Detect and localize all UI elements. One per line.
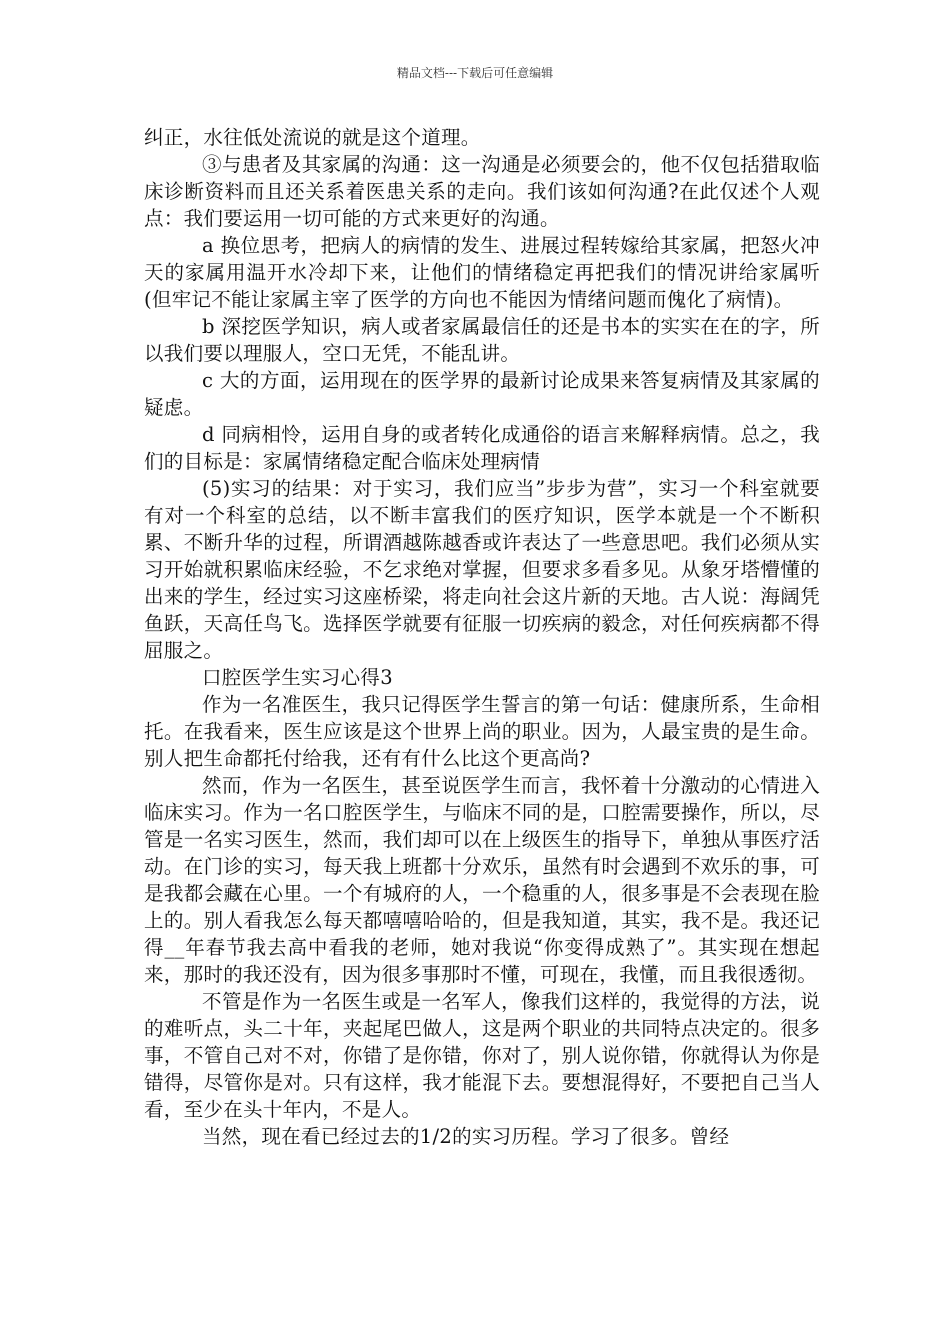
paragraph: c 大的方面，运用现在的医学界的最新讨论成果来答复病情及其家属的疑虑。 <box>144 369 820 419</box>
paragraph: (5)实习的结果：对于实习，我们应当”步步为营”，实习一个科室就要有对一个科室的总结，以不断丰富我们的医疗知识，医学本就是一个不断积累、不断升华的过程，所谓酒越陈越香或许表达了一些意思吧。我们必须从实习开始就积累临床经验，不乞求绝对掌握，但要求多看多见。从象牙塔懵懂的出来的学生，经过实习这座桥梁，将走向社会这片新的天地。古人说：海阔凭鱼跃，天高任鸟飞。选择医学就要有征服一切疾病的毅念，对任何疾病都不得屈服之。 <box>144 477 820 662</box>
document-body <box>144 124 820 1150</box>
page-header: 精品文档---下载后可任意编辑 <box>396 66 554 80</box>
paragraph: 不管是作为一名医生或是一名军人，像我们这样的，我觉得的方法，说的难听点，头二十年，夹起尾巴做人，这是两个职业的共同特点决定的。很多事，不管自己对不对，你错了是你错，你对了，别人说你错，你就得认为你是错得，尽管你是对。只有这样，我才能混下去。要想混得好，不要把自己当人看，至少在头十年内，不是人。 <box>144 990 820 1121</box>
paragraph: a 换位思考，把病人的病情的发生、进展过程转嫁给其家属，把怒火冲天的家属用温开水冷却下来，让他们的情绪稳定再把我们的情况讲给家属听(但牢记不能让家属主宰了医学的方向也不能因为情绪问题而傀化了病情)。 <box>144 234 820 311</box>
paragraph: 作为一名准医生，我只记得医学生誓言的第一句话：健康所系，生命相托。在我看来，医生应该是这个世界上尚的职业。因为，人最宝贵的是生命。别人把生命都托付给我，还有有什么比这个更高尚? <box>144 693 820 770</box>
section-heading: 口腔医学生实习心得3 <box>202 666 393 689</box>
paragraph: ③与患者及其家属的沟通：这一沟通是必须要会的，他不仅包括猎取临床诊断资料而且还关系着医患关系的走向。我们该如何沟通?在此仅述个人观点：我们要运用一切可能的方式来更好的沟通。 <box>144 153 820 230</box>
paragraph: 纠正，水往低处流说的就是这个道理。 <box>144 126 481 149</box>
paragraph: 然而，作为一名医生，甚至说医学生而言，我怀着十分激动的心情进入临床实习。作为一名口腔医学生，与临床不同的是，口腔需要操作，所以，尽管是一名实习医生，然而，我们却可以在上级医生的指导下，单独从事医疗活动。在门诊的实习，每天我上班都十分欢乐，虽然有时会遇到不欢乐的事，可是我都会藏在心里。一个有城府的人，一个稳重的人，很多事是不会表现在脸上的。别人看我怎么每天都嘻嘻哈哈的，但是我知道，其实，我不是。我还记得__年春节我去高中看我的老师，她对我说“你变得成熟了”。其实现在想起来，那时的我还没有，因为很多事那时不懂，可现在，我懂，而且我很透彻。 <box>144 774 820 986</box>
paragraph: d 同病相怜，运用自身的或者转化成通俗的语言来解释病情。总之，我们的目标是：家属情绪稳定配合临床处理病情 <box>144 423 820 473</box>
paragraph: 当然，现在看已经过去的1/2的实习历程。学习了很多。曾经 <box>202 1125 730 1148</box>
paragraph: b 深挖医学知识，病人或者家属最信任的还是书本的实实在在的字，所以我们要以理服人，空口无凭，不能乱讲。 <box>144 315 820 365</box>
